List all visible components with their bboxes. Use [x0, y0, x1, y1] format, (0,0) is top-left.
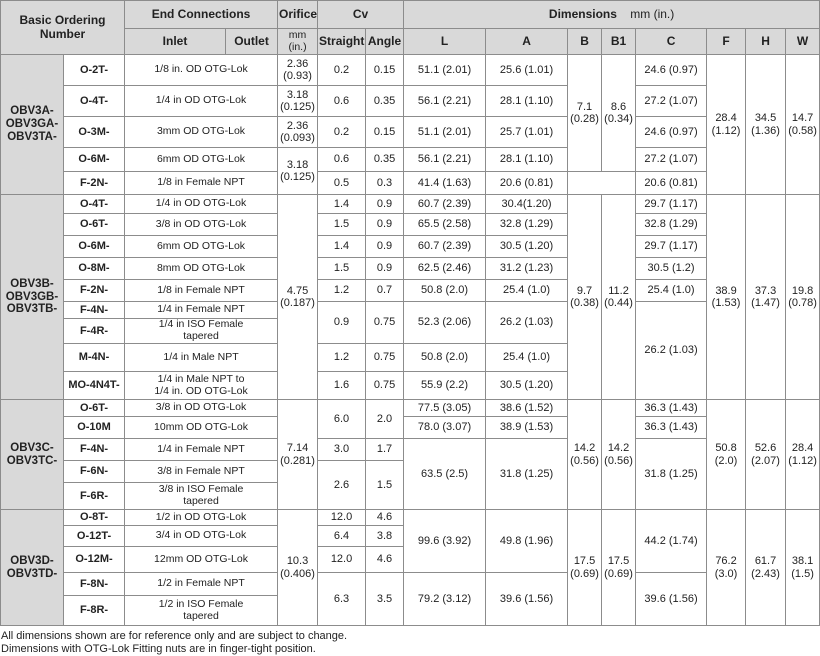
- part-number: O-8T-: [64, 510, 125, 526]
- orifice-value: 3.18 (0.125): [278, 148, 318, 195]
- table-row: [1, 302, 820, 319]
- part-number: O-2T-: [64, 55, 125, 86]
- end-connection: 3/8 in OD OTG-Lok: [125, 400, 278, 417]
- cv-angle: 3.8: [366, 526, 404, 547]
- cv-straight: 1.2: [318, 344, 366, 372]
- end-connection: 1/4 in Male NPT: [125, 344, 278, 372]
- part-number: O-4T-: [64, 195, 125, 214]
- cv-angle: 0.75: [366, 302, 404, 344]
- end-connection: 3/8 in ISO Female tapered: [125, 483, 278, 510]
- group-name: OBV3B- OBV3GB- OBV3TB-: [1, 195, 64, 400]
- dim-a: 38.9 (1.53): [486, 417, 568, 439]
- dim-b1: 17.5 (0.69): [602, 510, 636, 626]
- dim-a: 49.8 (1.96): [486, 510, 568, 573]
- part-number: MO-4N4T-: [64, 372, 125, 400]
- cv-angle: 0.7: [366, 280, 404, 302]
- dim-b1: 11.2 (0.44): [602, 195, 636, 400]
- header-h: H: [746, 29, 786, 55]
- cv-straight: 12.0: [318, 510, 366, 526]
- dim-a: 30.5 (1.20): [486, 372, 568, 400]
- part-number: F-8N-: [64, 573, 125, 596]
- end-connection: 8mm OD OTG-Lok: [125, 258, 278, 280]
- part-number: F-6N-: [64, 461, 125, 483]
- header-cv: Cv: [318, 1, 404, 29]
- dim-a: 25.4 (1.0): [486, 280, 568, 302]
- part-number: O-6M-: [64, 236, 125, 258]
- dim-f: 76.2 (3.0): [707, 510, 746, 626]
- cv-angle: 0.75: [366, 344, 404, 372]
- part-number: F-4R-: [64, 319, 125, 344]
- dim-l: 62.5 (2.46): [404, 258, 486, 280]
- header-basic-ordering: Basic Ordering Number: [1, 1, 125, 55]
- dim-c: 30.5 (1.2): [636, 258, 707, 280]
- dim-l: 50.8 (2.0): [404, 280, 486, 302]
- end-connection: 1/2 in OD OTG-Lok: [125, 510, 278, 526]
- cv-straight: 2.6: [318, 461, 366, 510]
- cv-angle: 1.7: [366, 439, 404, 461]
- cv-straight: 0.2: [318, 117, 366, 148]
- empty-cell: [568, 172, 636, 195]
- cv-angle: 3.5: [366, 573, 404, 626]
- dim-b: 7.1 (0.28): [568, 55, 602, 172]
- cv-angle: 0.15: [366, 55, 404, 86]
- dim-a: 32.8 (1.29): [486, 214, 568, 236]
- dim-l: 56.1 (2.21): [404, 86, 486, 117]
- header-c: C: [636, 29, 707, 55]
- header-dimensions-unit: mm (in.): [630, 6, 675, 21]
- part-number: F-6R-: [64, 483, 125, 510]
- dim-c: 24.6 (0.97): [636, 55, 707, 86]
- end-connection: 1/4 in Male NPT to 1/4 in. OD OTG-Lok: [125, 372, 278, 400]
- cv-straight: 6.4: [318, 526, 366, 547]
- cv-angle: 0.9: [366, 258, 404, 280]
- header-straight: Straight: [318, 29, 366, 55]
- dim-a: 20.6 (0.81): [486, 172, 568, 195]
- end-connection: 6mm OD OTG-Lok: [125, 236, 278, 258]
- part-number: F-4N-: [64, 302, 125, 319]
- dim-l: 77.5 (3.05): [404, 400, 486, 417]
- header-orifice-unit: mm (in.): [278, 29, 318, 55]
- dim-l: 52.3 (2.06): [404, 302, 486, 344]
- table-row: [1, 117, 820, 148]
- dim-l: 50.8 (2.0): [404, 344, 486, 372]
- dim-c: 32.8 (1.29): [636, 214, 707, 236]
- end-connection: 10mm OD OTG-Lok: [125, 417, 278, 439]
- end-connection: 1/2 in Female NPT: [125, 573, 278, 596]
- dim-a: 25.7 (1.01): [486, 117, 568, 148]
- header-outlet: Outlet: [226, 29, 278, 55]
- orifice-value: 2.36 (0.093): [278, 117, 318, 148]
- part-number: O-6T-: [64, 400, 125, 417]
- table-row: [1, 55, 820, 86]
- orifice-value: 2.36 (0.93): [278, 55, 318, 86]
- dim-c: 39.6 (1.56): [636, 573, 707, 626]
- cv-angle: 0.3: [366, 172, 404, 195]
- dim-b: 14.2 (0.56): [568, 400, 602, 510]
- part-number: F-2N-: [64, 172, 125, 195]
- end-connection: 3mm OD OTG-Lok: [125, 117, 278, 148]
- cv-angle: 4.6: [366, 547, 404, 573]
- cv-straight: 0.5: [318, 172, 366, 195]
- dim-c: 25.4 (1.0): [636, 280, 707, 302]
- cv-angle: 0.35: [366, 148, 404, 172]
- cv-angle: 0.9: [366, 195, 404, 214]
- part-number: O-6M-: [64, 148, 125, 172]
- dim-l: 60.7 (2.39): [404, 236, 486, 258]
- cv-angle: 0.9: [366, 236, 404, 258]
- dim-c: 20.6 (0.81): [636, 172, 707, 195]
- dim-f: 38.9 (1.53): [707, 195, 746, 400]
- cv-angle: 2.0: [366, 400, 404, 439]
- dim-c: 27.2 (1.07): [636, 86, 707, 117]
- dim-c: 24.6 (0.97): [636, 117, 707, 148]
- dim-l: 51.1 (2.01): [404, 117, 486, 148]
- group-name: OBV3C- OBV3TC-: [1, 400, 64, 510]
- dim-w: 19.8 (0.78): [786, 195, 820, 400]
- dim-w: 28.4 (1.12): [786, 400, 820, 510]
- header-l: L: [404, 29, 486, 55]
- end-connection: 6mm OD OTG-Lok: [125, 148, 278, 172]
- dim-l: 55.9 (2.2): [404, 372, 486, 400]
- table-row: [1, 172, 820, 195]
- dim-a: 26.2 (1.03): [486, 302, 568, 344]
- header-end-connections: End Connections: [125, 1, 278, 29]
- dim-b1: 14.2 (0.56): [602, 400, 636, 510]
- cv-straight: 1.5: [318, 214, 366, 236]
- part-number: O-6T-: [64, 214, 125, 236]
- table-row: [1, 258, 820, 280]
- cv-straight: 12.0: [318, 547, 366, 573]
- orifice-value: 10.3 (0.406): [278, 510, 318, 626]
- part-number: O-12T-: [64, 526, 125, 547]
- dim-h: 34.5 (1.36): [746, 55, 786, 195]
- orifice-value: 7.14 (0.281): [278, 400, 318, 510]
- orifice-value: 4.75 (0.187): [278, 195, 318, 400]
- cv-angle: 0.9: [366, 214, 404, 236]
- table-row: [1, 148, 820, 172]
- end-connection: 12mm OD OTG-Lok: [125, 547, 278, 573]
- end-connection: 3/8 in Female NPT: [125, 461, 278, 483]
- cv-angle: 0.35: [366, 86, 404, 117]
- header-orifice: Orifice: [278, 1, 318, 29]
- dim-a: 28.1 (1.10): [486, 86, 568, 117]
- cv-straight: 0.2: [318, 55, 366, 86]
- part-number: O-12M-: [64, 547, 125, 573]
- end-connection: 1/8 in Female NPT: [125, 172, 278, 195]
- dim-b: 17.5 (0.69): [568, 510, 602, 626]
- dim-c: 44.2 (1.74): [636, 510, 707, 573]
- part-number: O-10M: [64, 417, 125, 439]
- part-number: F-4N-: [64, 439, 125, 461]
- cv-angle: 1.5: [366, 461, 404, 510]
- header-dimensions: [404, 1, 820, 29]
- dim-a: 38.6 (1.52): [486, 400, 568, 417]
- dim-l: 99.6 (3.92): [404, 510, 486, 573]
- dim-l: 63.5 (2.5): [404, 439, 486, 510]
- end-connection: 1/8 in Female NPT: [125, 280, 278, 302]
- dim-a: 31.8 (1.25): [486, 439, 568, 510]
- footnote-2: Dimensions with OTG-Lok Fitting nuts are in finger-tight position.: [1, 643, 316, 655]
- dim-w: 14.7 (0.58): [786, 55, 820, 195]
- cv-straight: 1.4: [318, 236, 366, 258]
- cv-straight: 1.5: [318, 258, 366, 280]
- footnotes: [0, 630, 768, 656]
- dim-a: 25.4 (1.0): [486, 344, 568, 372]
- header-inlet: Inlet: [125, 29, 226, 55]
- dim-l: 78.0 (3.07): [404, 417, 486, 439]
- dim-c: 36.3 (1.43): [636, 417, 707, 439]
- header-b: B: [568, 29, 602, 55]
- dim-a: 25.6 (1.01): [486, 55, 568, 86]
- table-row: [1, 417, 820, 439]
- cv-straight: 6.0: [318, 400, 366, 439]
- cv-straight: 1.2: [318, 280, 366, 302]
- dim-l: 56.1 (2.21): [404, 148, 486, 172]
- table-row: [1, 439, 820, 461]
- dim-c: 29.7 (1.17): [636, 236, 707, 258]
- cv-straight: 0.9: [318, 302, 366, 344]
- cv-angle: 4.6: [366, 510, 404, 526]
- dim-b1: 8.6 (0.34): [602, 55, 636, 172]
- header-f: F: [707, 29, 746, 55]
- end-connection: 1/8 in. OD OTG-Lok: [125, 55, 278, 86]
- group-name: OBV3A- OBV3GA- OBV3TA-: [1, 55, 64, 195]
- end-connection: 1/4 in OD OTG-Lok: [125, 86, 278, 117]
- dim-a: 30.4(1.20): [486, 195, 568, 214]
- dim-c: 26.2 (1.03): [636, 302, 707, 400]
- dim-h: 37.3 (1.47): [746, 195, 786, 400]
- dim-c: 29.7 (1.17): [636, 195, 707, 214]
- footnote-1: All dimensions shown are for reference only and are subject to change.: [1, 630, 348, 642]
- part-number: O-4T-: [64, 86, 125, 117]
- orifice-value: 3.18 (0.125): [278, 86, 318, 117]
- header-w: W: [786, 29, 820, 55]
- dim-h: 61.7 (2.43): [746, 510, 786, 626]
- cv-straight: 0.6: [318, 86, 366, 117]
- end-connection: 1/4 in Female NPT: [125, 439, 278, 461]
- end-connection: 3/4 in OD OTG-Lok: [125, 526, 278, 547]
- cv-straight: 0.6: [318, 148, 366, 172]
- dim-c: 27.2 (1.07): [636, 148, 707, 172]
- table-row: [1, 86, 820, 117]
- cv-straight: 6.3: [318, 573, 366, 626]
- cv-straight: 1.6: [318, 372, 366, 400]
- dim-l: 79.2 (3.12): [404, 573, 486, 626]
- group-name: OBV3D- OBV3TD-: [1, 510, 64, 626]
- header-b1: B1: [602, 29, 636, 55]
- dim-c: 31.8 (1.25): [636, 439, 707, 510]
- cv-angle: 0.15: [366, 117, 404, 148]
- end-connection: 3/8 in OD OTG-Lok: [125, 214, 278, 236]
- dim-b: 9.7 (0.38): [568, 195, 602, 400]
- dim-l: 51.1 (2.01): [404, 55, 486, 86]
- cv-straight: 3.0: [318, 439, 366, 461]
- dim-l: 65.5 (2.58): [404, 214, 486, 236]
- table-row: [1, 280, 820, 302]
- table-row: [1, 214, 820, 236]
- header-angle: Angle: [366, 29, 404, 55]
- end-connection: 1/2 in ISO Female tapered: [125, 596, 278, 626]
- part-number: F-2N-: [64, 280, 125, 302]
- dim-a: 31.2 (1.23): [486, 258, 568, 280]
- part-number: O-3M-: [64, 117, 125, 148]
- table-row: [1, 573, 820, 596]
- header-dimensions-label: Dimensions: [548, 6, 617, 21]
- table-row: [1, 195, 820, 214]
- dim-a: 39.6 (1.56): [486, 573, 568, 626]
- dim-f: 50.8 (2.0): [707, 400, 746, 510]
- dim-h: 52.6 (2.07): [746, 400, 786, 510]
- dim-f: 28.4 (1.12): [707, 55, 746, 195]
- end-connection: 1/4 in OD OTG-Lok: [125, 195, 278, 214]
- table-row: [1, 236, 820, 258]
- part-number: F-8R-: [64, 596, 125, 626]
- dim-l: 41.4 (1.63): [404, 172, 486, 195]
- dim-c: 36.3 (1.43): [636, 400, 707, 417]
- cv-straight: 1.4: [318, 195, 366, 214]
- part-number: O-8M-: [64, 258, 125, 280]
- dim-w: 38.1 (1.5): [786, 510, 820, 626]
- table-body: [1, 55, 820, 626]
- dim-l: 60.7 (2.39): [404, 195, 486, 214]
- end-connection: 1/4 in Female NPT: [125, 302, 278, 319]
- cv-angle: 0.75: [366, 372, 404, 400]
- end-connection: 1/4 in ISO Female tapered: [125, 319, 278, 344]
- table-row: [1, 510, 820, 526]
- part-number: M-4N-: [64, 344, 125, 372]
- dim-a: 28.1 (1.10): [486, 148, 568, 172]
- header-a: A: [486, 29, 568, 55]
- table-row: [1, 400, 820, 417]
- dim-a: 30.5 (1.20): [486, 236, 568, 258]
